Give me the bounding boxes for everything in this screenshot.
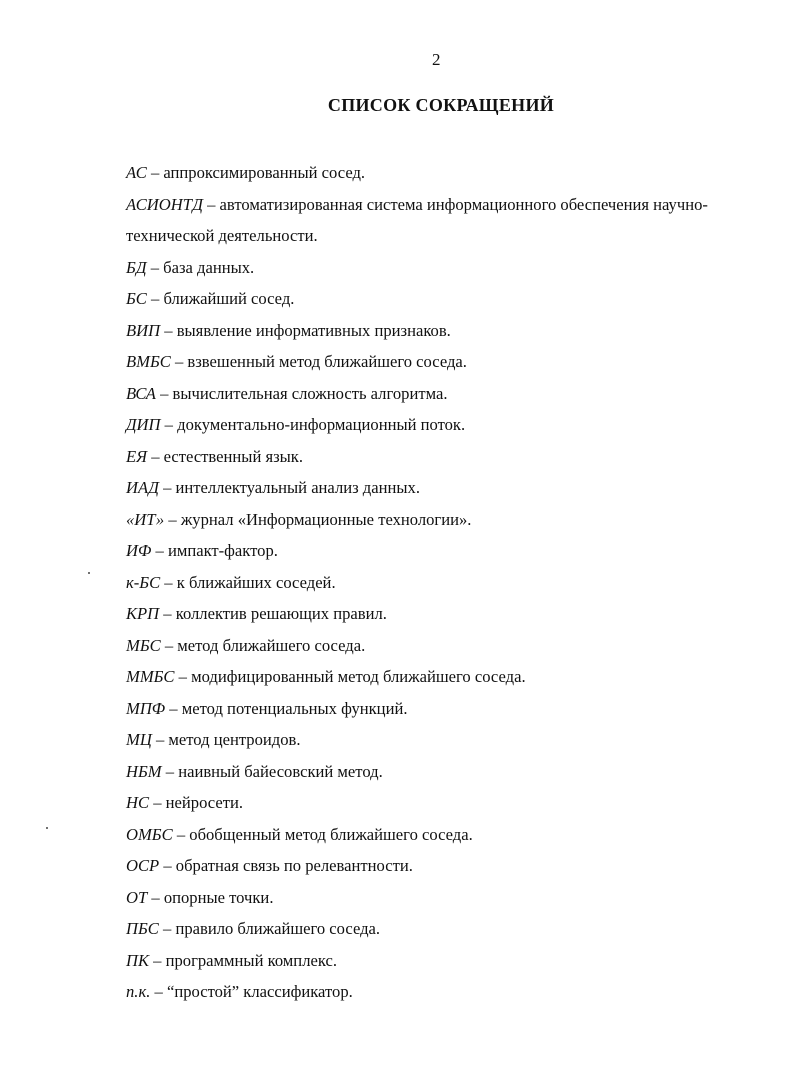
abbreviation-term: БС — [126, 289, 147, 308]
abbreviation-term: ОТ — [126, 887, 148, 907]
abbreviation-entry — [126, 756, 736, 788]
abbreviation-term: ДИП — [126, 415, 161, 434]
abbreviation-entry — [126, 409, 736, 441]
abbreviation-list — [126, 157, 736, 1008]
abbreviation-definition: – правило ближайшего соседа. — [158, 919, 381, 938]
abbreviation-entry — [126, 252, 736, 284]
abbreviation-definition: – аппроксимированный сосед. — [146, 163, 366, 182]
scan-speck — [46, 827, 48, 829]
abbreviation-definition: – программный комплекс. — [149, 950, 337, 970]
abbreviation-definition: – “простой” классификатор. — [150, 982, 353, 1001]
abbreviation-term: ОСР — [126, 856, 160, 875]
abbreviation-entry — [126, 913, 736, 945]
abbreviation-entry — [126, 882, 736, 914]
abbreviation-term: НС — [126, 793, 150, 812]
abbreviation-entry — [126, 504, 736, 536]
abbreviation-term: к-БС — [126, 572, 161, 592]
abbreviation-entry — [126, 724, 736, 756]
abbreviation-term: ПК — [126, 950, 150, 970]
abbreviation-entry — [126, 598, 736, 630]
abbreviation-entry — [126, 945, 736, 977]
abbreviation-entry — [126, 535, 736, 567]
scan-speck — [88, 572, 90, 574]
abbreviation-term: МЦ — [126, 730, 152, 749]
abbreviation-term: МПФ — [126, 698, 166, 718]
page-title: СПИСОК СОКРАЩЕНИЙ — [327, 95, 555, 115]
abbreviation-entry — [126, 315, 736, 347]
abbreviation-definition: – ближайший сосед. — [146, 289, 295, 308]
abbreviation-term: БД — [126, 257, 147, 277]
abbreviation-entry — [126, 441, 736, 473]
page-number: 2 — [432, 50, 441, 69]
abbreviation-definition: – журнал «Информационные технологии». — [164, 509, 472, 529]
abbreviation-term: МБС — [126, 635, 161, 655]
abbreviation-definition: – метод центроидов. — [151, 730, 301, 749]
abbreviation-entry — [126, 378, 736, 410]
abbreviation-definition: – метод ближайшего соседа. — [160, 635, 366, 655]
abbreviation-term: ИАД — [126, 478, 159, 497]
abbreviation-entry — [126, 346, 736, 378]
abbreviation-entry — [126, 472, 736, 504]
abbreviation-definition: – модифицированный метод ближайшего соседа. — [174, 667, 526, 686]
abbreviation-entry — [126, 189, 736, 252]
abbreviation-entry — [126, 976, 736, 1008]
abbreviation-definition: – обратная связь по релевантности. — [159, 856, 413, 875]
abbreviation-term: НБМ — [126, 761, 162, 781]
abbreviation-definition: – импакт-фактор. — [151, 541, 278, 560]
abbreviation-entry — [126, 283, 736, 315]
abbreviation-entry — [126, 819, 736, 851]
abbreviation-definition: – коллектив решающих правил. — [159, 604, 387, 623]
abbreviation-definition: – документально-информационный поток. — [160, 415, 466, 434]
abbreviation-term: ОМБС — [126, 824, 173, 844]
abbreviation-entry — [126, 630, 736, 662]
abbreviation-term: ИФ — [126, 541, 152, 560]
abbreviation-term: ВСА — [126, 383, 156, 403]
abbreviation-definition: – нейросети. — [149, 793, 244, 812]
abbreviation-definition: – к ближайших соседей. — [160, 572, 336, 592]
abbreviation-entry — [126, 661, 736, 693]
abbreviation-term: ПБС — [126, 919, 159, 938]
abbreviation-entry — [126, 567, 736, 599]
abbreviation-definition: – наивный байесовский метод. — [161, 761, 383, 781]
abbreviation-definition: – опорные точки. — [147, 887, 274, 907]
abbreviation-definition: – естественный язык. — [147, 446, 304, 466]
abbreviation-definition: – метод потенциальных функций. — [165, 698, 408, 718]
abbreviation-entry — [126, 850, 736, 882]
abbreviation-term: КРП — [126, 604, 160, 623]
abbreviation-definition: – интеллектуальный анализ данных. — [158, 478, 420, 497]
abbreviation-term: ЕЯ — [126, 446, 148, 466]
abbreviation-term: АСИОНТД — [126, 194, 203, 214]
abbreviation-entry — [126, 157, 736, 189]
abbreviation-term: ВМБС — [126, 352, 171, 371]
abbreviation-definition: – обобщенный метод ближайшего соседа. — [172, 824, 473, 844]
abbreviation-definition: – автоматизированная система информационного обеспечения научно-технической деятельности. — [126, 194, 708, 245]
abbreviation-definition: – вычислительная сложность алгоритма. — [155, 383, 448, 403]
abbreviation-term: АС — [126, 163, 147, 182]
abbreviation-term: ММБС — [126, 667, 175, 686]
abbreviation-entry — [126, 787, 736, 819]
abbreviation-term: ВИП — [126, 320, 161, 340]
abbreviation-term: п.к. — [126, 982, 151, 1001]
abbreviation-definition: – выявление информативных признаков. — [160, 320, 451, 340]
abbreviation-entry — [126, 693, 736, 725]
abbreviation-definition: – база данных. — [146, 257, 255, 277]
abbreviation-term: «ИТ» — [126, 509, 165, 529]
abbreviation-definition: – взвешенный метод ближайшего соседа. — [170, 352, 467, 371]
